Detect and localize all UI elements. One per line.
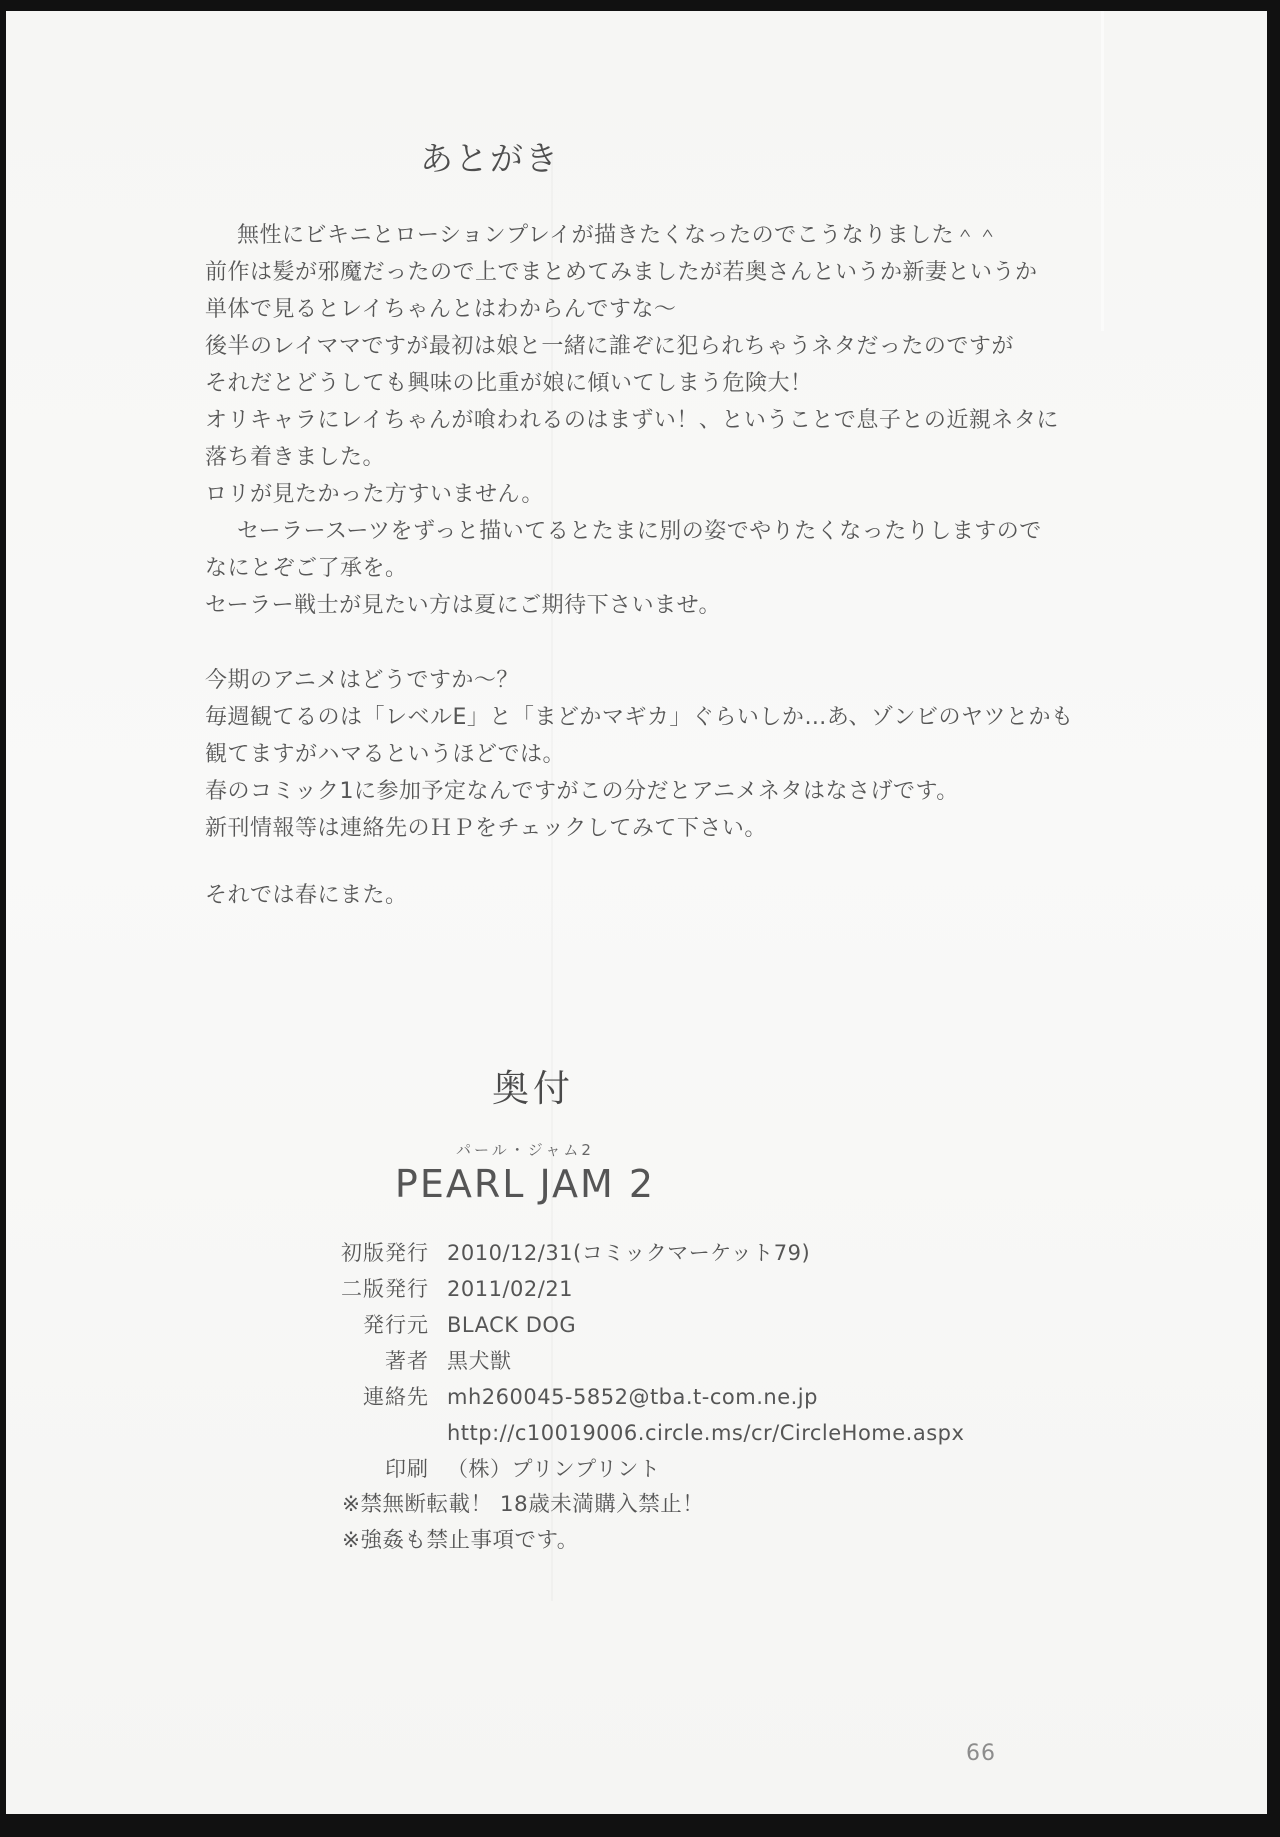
afterword-line: オリキャラにレイちゃんが喰われるのはまずい！、ということで息子との近親ネタに [205, 408, 1059, 433]
afterword-line: 前作は髪が邪魔だったので上でまとめてみましたが若奥さんというか新妻というか [205, 260, 1038, 285]
colophon-row [205, 1343, 964, 1379]
colophon-value: mh260045-5852@tba.t-com.ne.jp [447, 1385, 818, 1409]
afterword-line: 新刊情報等は連絡先のＨＰをチェックしてみて下さい。 [205, 816, 767, 841]
colophon-row [205, 1235, 964, 1271]
afterword-line: 後半のレイママですが最初は娘と一緒に誰ぞに犯られちゃうネタだったのですが [205, 334, 1014, 359]
colophon-notices [342, 1487, 704, 1559]
afterword-heading: あとがき [420, 139, 560, 178]
afterword-line: 今期のアニメはどうですか～？ [205, 668, 519, 693]
colophon-row [205, 1307, 964, 1343]
afterword-line: セーラースーツをずっと描いてるとたまに別の姿でやりたくなったりしますので [237, 519, 1042, 544]
scanned-page [6, 11, 1267, 1814]
colophon-value: 2011/02/21 [447, 1277, 574, 1301]
colophon-value: 2010/12/31(コミックマーケット79) [447, 1241, 811, 1265]
colophon-row [205, 1415, 964, 1451]
colophon-row [205, 1451, 964, 1487]
colophon-row [205, 1271, 964, 1307]
colophon-value: 黒犬獣 [447, 1349, 512, 1373]
colophon-value: http://c10019006.circle.ms/cr/CircleHome.aspx [447, 1421, 965, 1445]
afterword-line: 春のコミック1に参加予定なんですがこの分だとアニメネタはなさげです。 [205, 779, 959, 804]
afterword-line: ロリが見たかった方すいません。 [205, 482, 544, 507]
colophon-heading: 奥付 [492, 1067, 574, 1110]
colophon-label [205, 1415, 429, 1451]
afterword-line: 観てますがハマるというほどでは。 [205, 742, 566, 767]
colophon-value: BLACK DOG [447, 1313, 577, 1337]
afterword-line: なにとぞご了承を。 [205, 556, 408, 581]
afterword-line: 落ち着きました。 [205, 445, 386, 470]
book-title-block [300, 1139, 750, 1206]
afterword-body [205, 217, 1074, 914]
colophon-label: 初版発行 [341, 1241, 429, 1265]
afterword-line: 無性にビキニとローションプレイが描きたくなったのでこうなりました＾＾ [237, 223, 1000, 248]
colophon-label: 印刷 [385, 1457, 429, 1481]
notice-line: ※禁無断転載！ 18歳未満購入禁止！ [342, 1492, 705, 1517]
afterword-line: 毎週観てるのは「レベルE」と「まどかマギカ」ぐらいしか…あ、ゾンビのヤツとかも [205, 705, 1074, 730]
book-title: PEARL JAM 2 [394, 1162, 656, 1206]
afterword-line: 単体で見るとレイちゃんとはわからんですな～ [205, 297, 677, 322]
colophon-label: 二版発行 [341, 1277, 429, 1301]
colophon-row [205, 1379, 964, 1415]
scan-artifact-band [1101, 11, 1104, 331]
colophon-table [205, 1235, 964, 1487]
notice-line: ※強姦も禁止事項です。 [342, 1528, 579, 1553]
afterword-line: それでは春にまた。 [205, 883, 408, 908]
colophon-value: （株）プリンプリント [447, 1457, 661, 1481]
colophon-label: 発行元 [363, 1313, 429, 1337]
afterword-line: セーラー戦士が見たい方は夏にご期待下さいませ。 [205, 593, 721, 618]
colophon-label: 連絡先 [363, 1385, 429, 1409]
book-title-furigana: パール・ジャム2 [456, 1141, 594, 1159]
colophon-label: 著者 [385, 1349, 429, 1373]
page-number: 66 [966, 1741, 996, 1766]
afterword-line: それだとどうしても興味の比重が娘に傾いてしまう危険大！ [205, 371, 813, 396]
